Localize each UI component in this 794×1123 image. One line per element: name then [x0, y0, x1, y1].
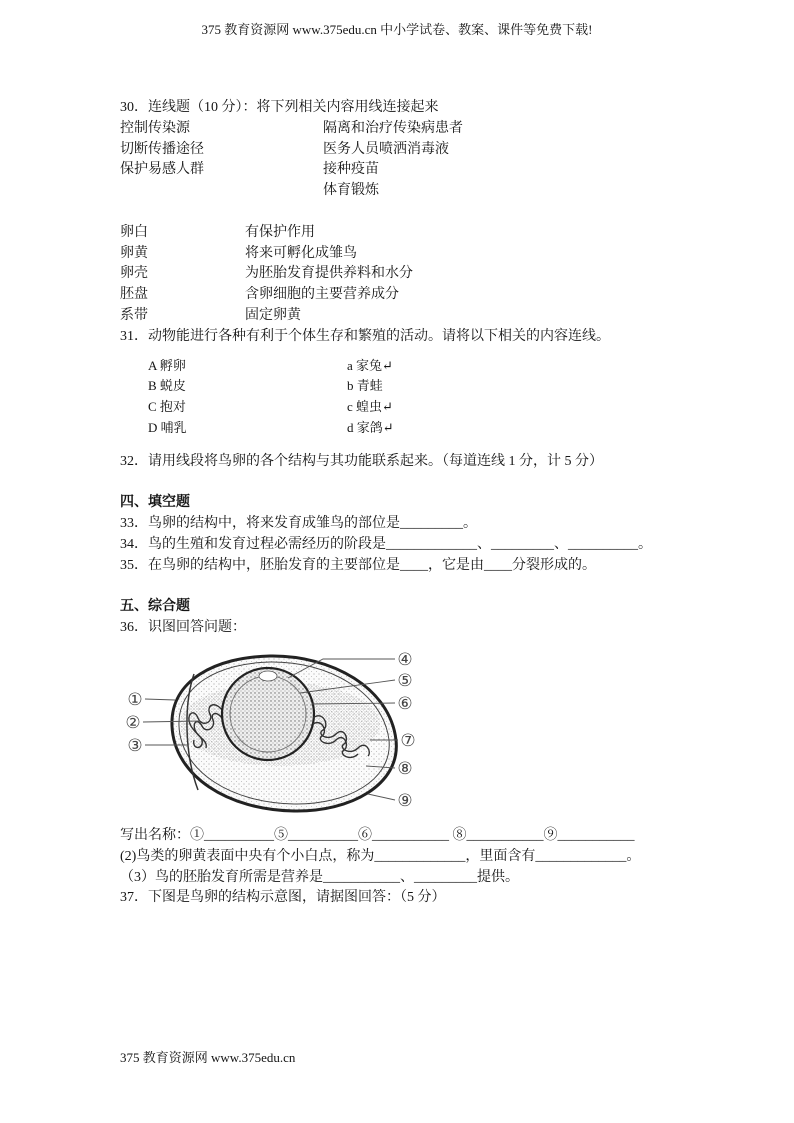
bird-egg-diagram [118, 648, 430, 820]
match-right-item: 隔离和治疗传染病患者 [323, 121, 463, 136]
behavior-item: D 哺乳 [148, 420, 187, 435]
question-36-part-2: (2)鸟类的卵黄表面中央有个小白点，称为_____________，里面含有_____________。 [120, 849, 641, 864]
behavior-item: B 蜕皮 [148, 378, 186, 393]
page-footer: 375 教育资源网 www.375edu.cn [120, 1050, 296, 1065]
question-33: 33．鸟卵的结构中，将来发育成雏鸟的部位是_________。 [120, 516, 477, 531]
question-30-title: 30．连线题（10 分）：将下列相关内容用线连接起来 [120, 100, 439, 115]
diagram-label-1: ① [127, 690, 143, 710]
question-31-title: 31．动物能进行各种有利于个体生存和繁殖的活动。请将以下相关的内容连线。 [120, 329, 610, 344]
match-right-item: 体育锻炼 [323, 183, 379, 198]
animal-item: c 蝗虫↵ [347, 399, 393, 414]
diagram-label-9: ⑨ [397, 791, 413, 811]
germinal-disc [259, 671, 277, 681]
match-left-item: 控制传染源 [120, 121, 190, 136]
egg-part-label: 卵白 [120, 225, 148, 240]
match-right-item: 接种疫苗 [323, 162, 379, 177]
egg-part-label: 系带 [120, 308, 148, 323]
match-right-item: 医务人员喷洒消毒液 [323, 142, 449, 157]
question-36-part-3: （3）鸟的胚胎发育所需是营养是___________、_________提供。 [120, 870, 519, 885]
question-37: 37．下图是鸟卵的结构示意图，请据图回答：（5 分） [120, 890, 446, 905]
diagram-label-3: ③ [127, 736, 143, 756]
egg-function-label: 有保护作用 [245, 225, 315, 240]
egg-function-label: 含卵细胞的主要营养成分 [245, 287, 399, 302]
section-heading: 五、综合题 [120, 599, 190, 614]
page-header: 375 教育资源网 www.375edu.cn 中小学试卷、教案、课件等免费下载! [201, 22, 593, 37]
egg-part-label: 胚盘 [120, 287, 148, 302]
egg-part-label: 卵黄 [120, 246, 148, 261]
question-32: 32．请用线段将鸟卵的各个结构与其功能联系起来。（每道连线 1 分，计 5 分） [120, 454, 603, 469]
egg-function-label: 为胚胎发育提供养料和水分 [245, 266, 413, 281]
match-left-item: 切断传播途径 [120, 142, 204, 157]
egg-function-label: 将来可孵化成雏鸟 [245, 246, 357, 261]
section-heading: 四、填空题 [120, 495, 190, 510]
behavior-item: C 抱对 [148, 399, 186, 414]
egg-part-label: 卵壳 [120, 266, 148, 281]
yolk [222, 668, 314, 760]
diagram-label-6: ⑥ [397, 694, 413, 714]
diagram-label-5: ⑤ [397, 671, 413, 691]
diagram-label-4: ④ [397, 650, 413, 670]
question-36-part-1: 写出名称：①__________⑤__________⑥___________ ⑧___________⑨___________ [120, 828, 635, 843]
egg-function-label: 固定卵黄 [245, 308, 301, 323]
diagram-label-8: ⑧ [397, 759, 413, 779]
diagram-label-2: ② [125, 713, 141, 733]
animal-item: b 青蛙 [347, 378, 383, 393]
question-36-title: 36．识图回答问题： [120, 620, 246, 635]
behavior-item: A 孵卵 [148, 358, 186, 373]
animal-item: d 家鸽↵ [347, 420, 394, 435]
question-34: 34．鸟的生殖和发育过程必需经历的阶段是_____________、_________、__________。 [120, 537, 652, 552]
diagram-label-7: ⑦ [400, 731, 416, 751]
match-left-item: 保护易感人群 [120, 162, 204, 177]
question-35: 35．在鸟卵的结构中，胚胎发育的主要部位是____，它是由____分裂形成的。 [120, 558, 596, 573]
animal-item: a 家兔↵ [347, 358, 393, 373]
